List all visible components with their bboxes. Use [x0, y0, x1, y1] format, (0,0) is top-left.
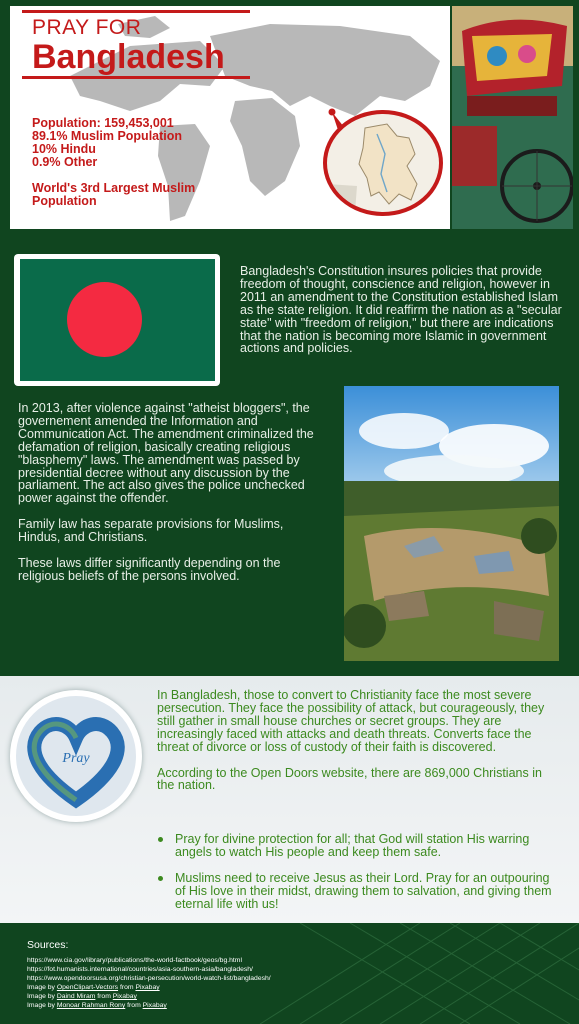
other-stat: 0.9% Other: [32, 155, 98, 169]
image-credit-2: Image by Daind Miram from Pixabay: [27, 993, 137, 1000]
muslim-stat: 89.1% Muslim Population: [32, 129, 183, 143]
title-rule-top: [22, 10, 250, 13]
bullet-dot-icon: [158, 876, 163, 881]
credit-author-link[interactable]: Monoar Rahman Rony: [56, 1002, 126, 1009]
credit-author-link[interactable]: Daind Miram: [56, 993, 96, 1000]
village-illustration: [344, 386, 559, 661]
laws-differ-paragraph: These laws differ significantly depending on the religious beliefs of the persons involved.: [18, 556, 281, 583]
population-stat: Population: 159,453,001: [32, 116, 174, 130]
source-link-humanists[interactable]: https://fot.humanists.international/countries/asia-southern-asia/bangladesh/: [27, 966, 253, 973]
pray-hands-image: [10, 690, 142, 822]
conversion-paragraph: In Bangladesh, those to convert to Christianity face the most severe persecution. They face the possibility of attack, but courageously, they still gather in small house churches or secret groups. They are increasingly faced with attacks and death threats. Converts face the threat of divorce or loss of custody of their faith is discovered.: [157, 688, 545, 754]
pray-for-label: PRAY FOR: [32, 16, 142, 39]
laws-text-block: [18, 402, 328, 583]
heart-hands-icon: [10, 690, 142, 822]
credit-site-link[interactable]: Pixabay: [135, 984, 160, 991]
bullet-dot-icon: [158, 837, 163, 842]
rank-line-1: World's 3rd Largest Muslim: [32, 181, 196, 195]
country-title: Bangladesh: [32, 38, 225, 76]
family-law-paragraph: Family law has separate provisions for Muslims, Hindus, and Christians.: [18, 517, 284, 545]
prayer-bullet-1: Pray for divine protection for all; that God will station His warring angels to watch His people and keep them safe.: [158, 833, 558, 863]
rickshaw-photo: [452, 6, 573, 229]
bangladesh-inset-map: [323, 110, 443, 216]
flag-red-disc: [67, 282, 142, 357]
image-credit-3: Image by Monoar Rahman Rony from Pixabay: [27, 1002, 167, 1009]
source-link-cia[interactable]: https://www.cia.gov/library/publications/the-world-factbook/geos/bg.html: [27, 957, 242, 964]
header-panel: [10, 6, 450, 229]
village-photo: [344, 386, 559, 661]
pray-image-text: Pray: [62, 751, 90, 766]
rank-line-2: Population: [32, 194, 97, 208]
bangladesh-outline-icon: [327, 114, 439, 212]
credit-author-link[interactable]: OpenClipart-Vectors: [56, 984, 119, 991]
persecution-text-block: [157, 689, 557, 792]
ict-act-paragraph: In 2013, after violence against "atheist bloggers", the governement amended the Information and Communication Act. The amendment criminalized the defamation of religion, basically creating religious "blasphemy" laws. The amendment was passed by presidential decree without any discussion by the parliament. The act also gives the police unchecked power against the offender.: [18, 401, 314, 506]
source-link-opendoors[interactable]: https://www.opendoorsusa.org/christian-persecution/world-watch-list/bangladesh/: [27, 975, 271, 982]
sources-heading: Sources:: [27, 939, 69, 951]
open-doors-paragraph: According to the Open Doors website, there are 869,000 Christians in the nation.: [157, 765, 542, 793]
constitution-paragraph: Bangladesh's Constitution insures policies that provide freedom of thought, conscience and religion, however in 2011 an amendment to the Constitution established Islam as the state religion. It did reaffirm the nation as a "secular state" with "freedom of religion," but there are indications that the nation is becoming more Islamic in government actions and policies.: [240, 264, 562, 356]
credit-site-link[interactable]: Pixabay: [142, 1002, 167, 1009]
prayer-bullet-2: Muslims need to receive Jesus as their Lord. Pray for an outpouring of His love in their midst, drawing them to salvation, and giving them eternal life with us!: [158, 872, 558, 917]
rickshaw-illustration: [452, 6, 573, 229]
image-credit-1: Image by OpenClipart-Vectors from Pixabay: [27, 984, 160, 991]
hindu-stat: 10% Hindu: [32, 142, 96, 156]
credit-site-link[interactable]: Pixabay: [112, 993, 137, 1000]
